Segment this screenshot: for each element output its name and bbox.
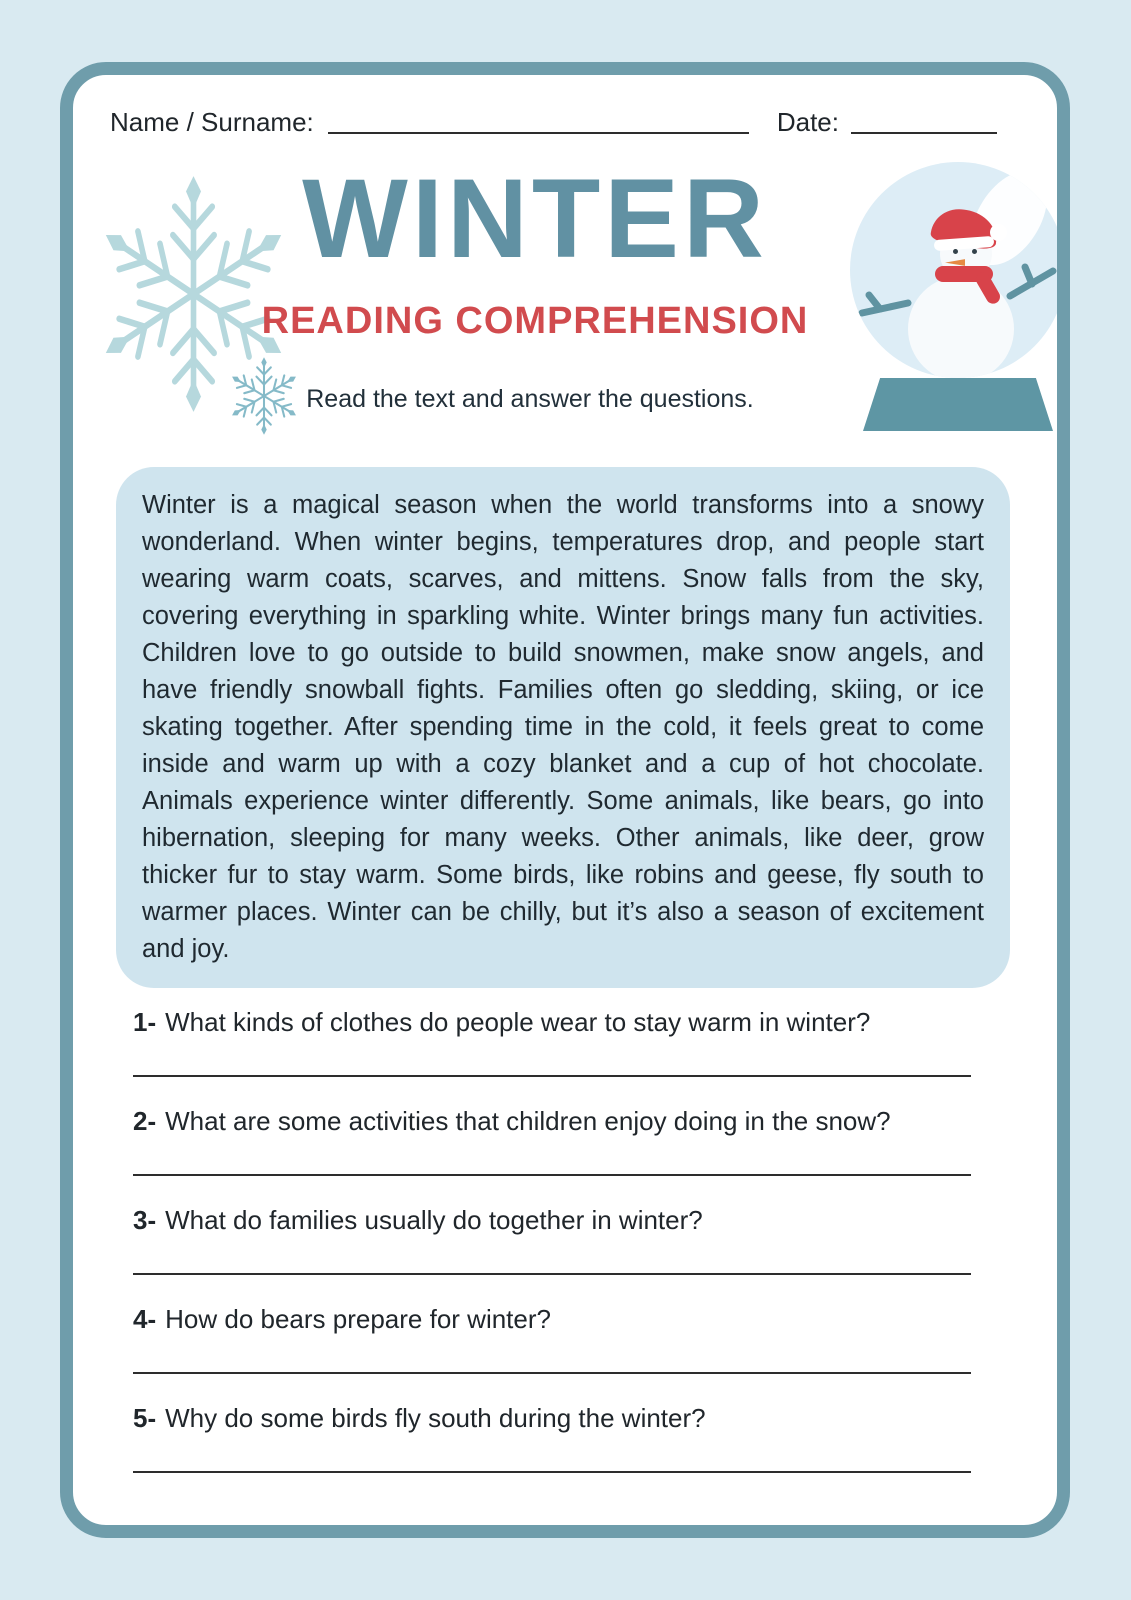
answer-line[interactable]: [133, 1372, 971, 1374]
question-text: What do families usually do together in winter?: [165, 1205, 703, 1235]
answer-line[interactable]: [133, 1273, 971, 1275]
question-text: How do bears prepare for winter?: [165, 1304, 551, 1334]
snow-globe-base: [863, 378, 1053, 431]
snow-globe-icon: [850, 162, 1066, 378]
snowman-eye: [953, 249, 958, 254]
question-number: 1-: [133, 1007, 157, 1037]
answer-line[interactable]: [133, 1174, 971, 1176]
name-input-line[interactable]: [328, 102, 749, 134]
name-date-row: [110, 102, 997, 138]
date-input-line[interactable]: [851, 102, 997, 134]
answer-line[interactable]: [133, 1471, 971, 1473]
worksheet-card: [60, 62, 1070, 1538]
question-text: What kinds of clothes do people wear to stay warm in winter?: [165, 1007, 871, 1037]
question-number: 4-: [133, 1304, 157, 1334]
name-surname-label: Name / Surname:: [110, 107, 314, 137]
answer-line[interactable]: [133, 1075, 971, 1077]
date-label: Date:: [776, 107, 839, 137]
question-number: 5-: [133, 1403, 157, 1433]
santa-hat-pom: [990, 224, 1007, 241]
question-text: What are some activities that children enjoy doing in the snow?: [165, 1106, 891, 1136]
question-number: 3-: [133, 1205, 157, 1235]
question-item: [133, 1203, 971, 1275]
worksheet-subtitle: READING COMPREHENSION: [261, 300, 809, 342]
question-item: [133, 1104, 971, 1176]
snowman-eye: [972, 249, 977, 254]
reading-passage: Winter is a magical season when the world transforms into a snowy wonderland. When winter begins, temperatures drop, and people start wearing warm coats, scarves, and mittens. Snow falls from the sky, covering everything in sparkling white. Winter brings many fun activities. Children love to go outside to build snowmen, make snow angels, and have friendly snowball fights. Families often go sledding, skiing, or ice skating together. After spending time in the cold, it feels great to come inside and warm up with a cozy blanket and a cup of hot chocolate. Animals experience winter differently. Some animals, like bears, go into hibernation, sleeping for many weeks. Other animals, like deer, grow thicker fur to stay warm. Some birds, like robins and geese, fly south to warmer places. Winter can be chilly, but it’s also a season of excitement and joy.: [116, 467, 1010, 988]
question-item: [133, 1401, 971, 1473]
questions-list: [133, 1005, 971, 1500]
worksheet-title: WINTER: [302, 156, 768, 281]
question-text: Why do some birds fly south during the winter?: [165, 1403, 706, 1433]
question-item: [133, 1302, 971, 1374]
question-item: [133, 1005, 971, 1077]
question-number: 2-: [133, 1106, 157, 1136]
instruction-text: Read the text and answer the questions.: [306, 385, 754, 413]
